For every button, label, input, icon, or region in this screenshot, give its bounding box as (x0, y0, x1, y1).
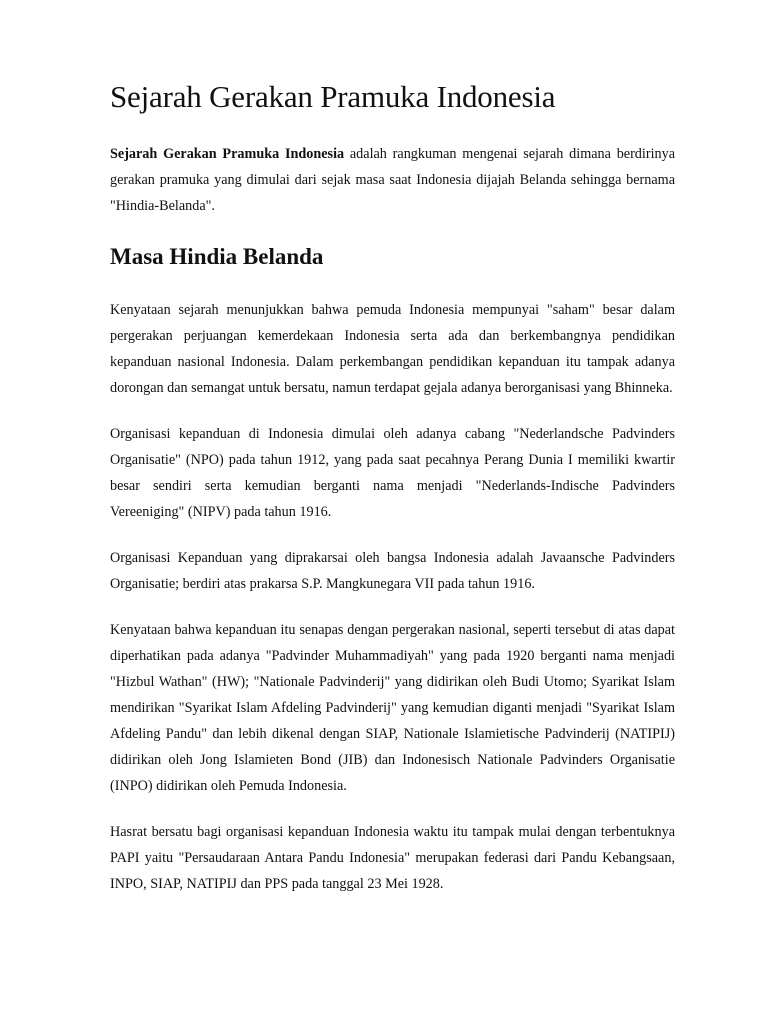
page-title: Sejarah Gerakan Pramuka Indonesia (110, 79, 556, 114)
document-page (110, 78, 675, 917)
paragraph-5: Hasrat bersatu bagi organisasi kepanduan Indonesia waktu itu tampak mulai dengan terbentuknya PAPI yaitu "Persaudaraan Antara Pandu Indonesia" merupakan federasi dari Pandu Kebangsaan, INPO, SIAP, NATIPIJ dan PPS pada tanggal 23 Mei 1928. (110, 823, 675, 892)
paragraph-3: Organisasi Kepanduan yang diprakarsai oleh bangsa Indonesia adalah Javaansche Padvinders Organisatie; berdiri atas prakarsa S.P. Mangkunegara VII pada tahun 1916. (110, 549, 675, 592)
section-heading: Masa Hindia Belanda (110, 244, 324, 270)
paragraph-1: Kenyataan sejarah menunjukkan bahwa pemuda Indonesia mempunyai "saham" besar dalam pergerakan perjuangan kemerdekaan Indonesia serta ada dan berkembangnya pendidikan kepanduan nasional Indonesia. Dalam perkembangan pendidikan kepanduan itu tampak adanya dorongan dan semangat untuk bersatu, namun terdapat gejala adanya berorganisasi yang Bhinneka. (110, 301, 675, 396)
paragraph-2: Organisasi kepanduan di Indonesia dimulai oleh adanya cabang "Nederlandsche Padvinders Organisatie" (NPO) pada tahun 1912, yang pada saat pecahnya Perang Dunia I memiliki kwartir besar sendiri serta kemudian berganti nama menjadi "Nederlands-Indische Padvinders Vereeniging" (NIPV) pada tahun 1916. (110, 425, 675, 520)
intro-bold-lead: Sejarah Gerakan Pramuka Indonesia (110, 146, 345, 163)
paragraph-4: Kenyataan bahwa kepanduan itu senapas dengan pergerakan nasional, seperti tersebut di atas dapat diperhatikan pada adanya "Padvinder Muhammadiyah" yang pada 1920 berganti nama menjadi "Hizbul Wathan" (HW); "Nationale Padvinderij" yang didirikan oleh Budi Utomo; Syarikat Islam mendirikan "Syarikat Islam Afdeling Padvinderij" yang kemudian diganti menjadi "Syarikat Islam Afdeling Pandu" dan lebih dikenal dengan SIAP, Nationale Islamietische Padvinderij (NATIPIJ) didirikan oleh Jong Islamieten Bond (JIB) dan Indonesisch Nationale Padvinders Organisatie (INPO) didirikan oleh Pemuda Indonesia. (110, 621, 675, 794)
intro-text: adalah rangkuman mengenai sejarah dimana berdirinya gerakan pramuka yang dimulai dari sejak masa saat Indonesia dijajah Belanda sehingga bernama "Hindia-Belanda". (110, 146, 675, 215)
intro-paragraph (110, 141, 675, 219)
